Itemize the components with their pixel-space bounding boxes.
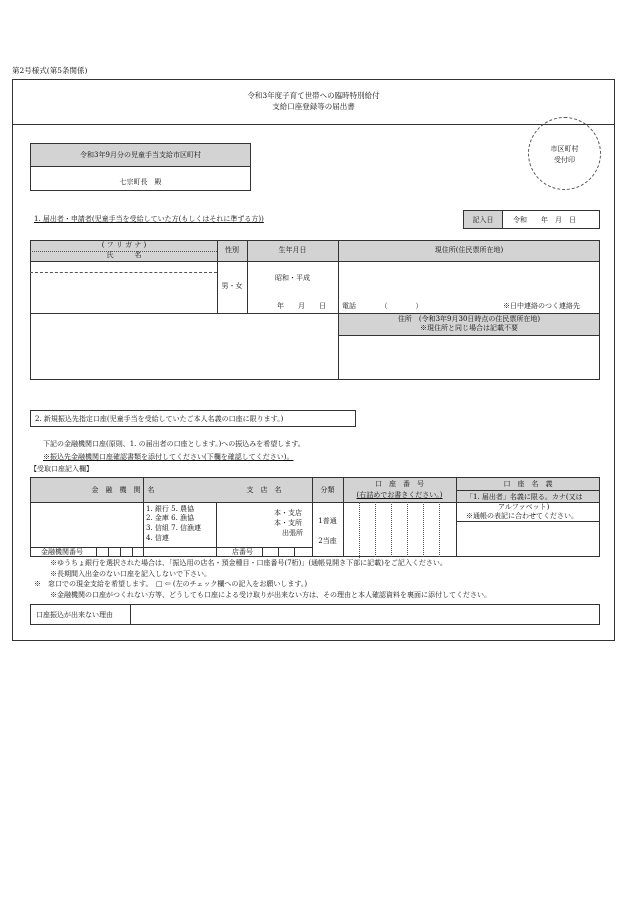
recipient-bottom: 七宗町長 殿: [30, 166, 251, 191]
note-2: ※長期間入出金のない口座を記入しないで下さい。: [50, 570, 211, 578]
address-label: 現住所(住民票所在地): [434, 246, 504, 254]
branch-code-label: 店番号: [232, 548, 253, 556]
form-title-line1: 令和3年度子育て世帯への臨時特別給付: [247, 91, 380, 100]
recipient-top: 令和3年9月分の児童手当支給市区町村: [30, 143, 251, 167]
col-number: 口 座 番 号: [375, 480, 424, 488]
birth-ymd[interactable]: 年 月 日: [277, 302, 326, 310]
gender-label: 性別: [225, 246, 239, 254]
bank-type-3: 3. 信組 7. 信漁連: [146, 524, 202, 532]
branch-type-2: 本・支所: [274, 519, 302, 527]
section2-heading: 2. 新規振込先指定口座(児童手当を受給していたご本人名義の口座に限ります。): [35, 415, 284, 423]
birth-label: 生年月日: [278, 246, 307, 254]
branch-type-1: 本・支店: [274, 509, 302, 517]
section2-note: ※振込先金融機関口座確認書類を添付してください(下欄を確認してください)。: [43, 453, 294, 461]
furigana-label: ( フ リ ガ ナ ): [101, 241, 147, 249]
col-branch: 支 店 名: [246, 486, 282, 494]
era-value[interactable]: 昭和・平成: [275, 274, 310, 282]
form-number: 第2号様式(第5条関係): [12, 66, 88, 75]
acct-type-2[interactable]: 2当座: [318, 537, 337, 545]
bank-type-1: 1. 銀行 5. 農協: [146, 505, 195, 513]
reception-stamp: 市区町村 受付印: [528, 117, 601, 190]
holder-note2: アルファベット): [498, 503, 550, 511]
section1-heading: 1. 届出者・申請者(児童手当を受給していた方(もしくはそれに準ずる方)): [34, 215, 264, 223]
acct-type-1[interactable]: 1普通: [318, 517, 337, 525]
bank-type-2: 2. 金庫 6. 漁協: [146, 514, 195, 522]
holder-note1: 「1. 届出者」名義に限る。カナ(又は: [466, 493, 583, 501]
bank-code-label: 金融機関番号: [41, 548, 83, 556]
reason-input[interactable]: [131, 605, 599, 624]
holder-note3: ※通帳の表記に合わせてください。: [466, 512, 578, 520]
contact-note: ※日中連絡のつく連絡先: [503, 302, 580, 310]
phone-field[interactable]: 電話 （ ）: [342, 302, 423, 310]
entry-label: 【受取口座記入欄】: [30, 465, 93, 473]
col-bank: 金 融 機 関 名: [91, 486, 155, 494]
date-field[interactable]: 令和 年 月 日: [502, 210, 600, 229]
date-label: 記入日: [463, 210, 503, 229]
address2-line1: 住所 (令和3年9月30日時点の住民票所在地): [397, 315, 541, 323]
address2-line2: ※現住所と同じ場合は記載不要: [420, 324, 518, 332]
branch-type-3: 出張所: [282, 529, 303, 537]
col-type: 分類: [320, 486, 335, 494]
note-1: ※ゆうちょ銀行を選択された場合は、「振込用の店名・預金種目・口座番号(7桁)」(通帳見開き下部に記載)をご記入ください。: [50, 559, 447, 567]
reason-label: 口座振込が出来ない理由: [36, 611, 113, 619]
section2-heading-box: [30, 410, 356, 427]
bank-type-4: 4. 信連: [146, 534, 169, 542]
section2-intro: 下記の金融機関口座(原則、1. の届出者の口座とします。)への振込みを希望します。: [43, 440, 305, 448]
note-4: ※金融機関の口座がつくれない方等、どうしても口座による受け取りが出来ない方は、その理由と本人確認資料を裏面に添付してください。: [50, 591, 491, 599]
note-3: ※ 窓口での現金支給を希望します。 □ ⇦ (左のチェック欄への記入をお願いします。): [34, 580, 308, 588]
col-number-sub: (右詰めでお書きください。): [356, 491, 443, 499]
gender-value[interactable]: 男・女: [221, 282, 243, 290]
name-label: 氏 名: [106, 251, 142, 259]
title-divider: [12, 124, 615, 125]
col-holder: 口 座 名 義: [503, 480, 553, 488]
form-title-line2: 支給口座登録等の届出書: [272, 102, 355, 111]
